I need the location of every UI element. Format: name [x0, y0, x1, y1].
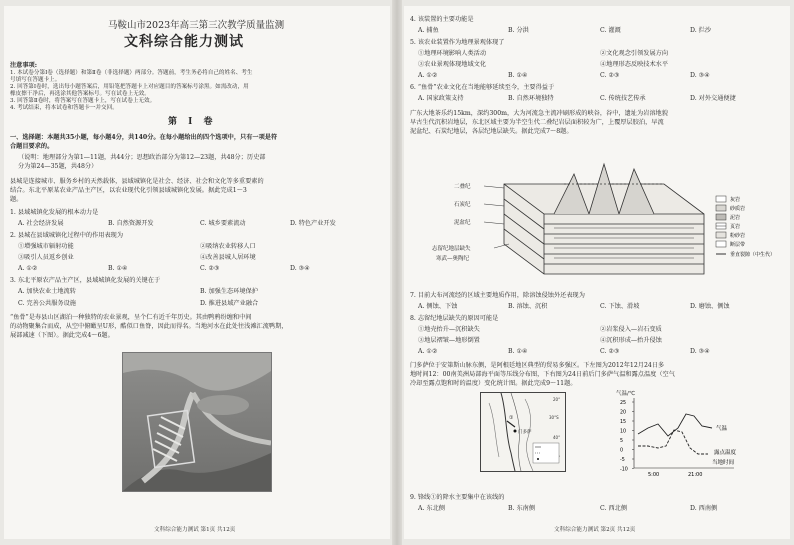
map-city-label: 门多萨 [518, 430, 532, 435]
option-b: B. 东南侧 [508, 505, 536, 512]
option-d: D. 对外交通便捷 [690, 95, 736, 102]
statement-2: ②文化观念引领发展方向 [600, 50, 669, 57]
option-a: A. ①② [418, 72, 438, 79]
note-line: 橡皮擦干净后，再选涂其他答案标号。写在试卷上无效。 [10, 91, 150, 97]
part-note: （说明：地理部分为第1—11题，共44分；思想政治部分为第12—23题，共48分；历史部 [18, 154, 266, 161]
map-tick: 30°S [549, 415, 559, 420]
statement-1: ①增强城市辐射功能 [18, 243, 74, 250]
option-a: A. ①② [418, 348, 438, 355]
y-tick: 0 [620, 448, 624, 454]
statement-4: ④改善县城人居环境 [200, 254, 256, 261]
question-stem: 3. 东北平原农产品主产区，县域城镇化发展的关键在于 [10, 277, 161, 284]
question-stem: 7. 目前大布河流经的区域主要地质作用，除溶蚀侵蚀外还表现为 [410, 292, 585, 299]
option-a: A. 加快农业土地流转 [18, 288, 76, 295]
option-a: A. 社会经济发展 [18, 220, 64, 227]
page-footer: 文科综合能力测试 第1页 共12页 [154, 527, 236, 533]
passage-line: 结合。东北平原某农业产品主产区，以农业现代化引领县域城镇化发展。据此完成1～3 [10, 187, 247, 194]
option-c: C. 灌溉 [600, 27, 621, 34]
option-b: B. 自然环境独特 [508, 95, 554, 102]
passage-line: 广东大地茶乐约15km，深约300m，大为河流急主流冲刷形成的峡谷，谷中，遗址为岩溶地貌 [410, 110, 668, 117]
legend-2: 砂质岩 [730, 206, 746, 212]
y-tick: 20 [620, 410, 627, 416]
option-c: C. 传统技艺传承 [600, 95, 646, 102]
option-d: D. 西南侧 [690, 505, 718, 512]
option-a: A. ①② [18, 265, 38, 272]
statement-3: ③地层褶皱—地形倒置 [418, 337, 480, 344]
legend-1: 灰岩 [730, 197, 741, 203]
y-tick: -10 [620, 467, 628, 473]
passage-line: 题。 [10, 196, 23, 203]
y-tick: 5 [620, 439, 624, 444]
question-stem: 4. 该装置的主要功能是 [410, 16, 474, 23]
legend-4: 页岩 [730, 224, 741, 230]
note-line: 3. 回答第Ⅱ卷时，将答案写在答题卡上，写在试卷上无效。 [10, 98, 156, 104]
passage-line: 泥盆纪、石炭纪地层，各层纪地层缺失。据此完成7～8题。 [410, 128, 573, 135]
fishbone-aerial-photo [122, 352, 272, 492]
passage-line: 县城是连接城市、服务乡村的天然载体，县域城镇化是社会、经济、社会和文化等多重要素的 [10, 178, 264, 185]
section-title: 第 Ⅰ 卷 [168, 117, 217, 127]
option-d: D. 拦沙 [690, 27, 712, 34]
exam-title: 文科综合能力测试 [124, 34, 244, 50]
legend-3: 泥岩 [730, 215, 741, 221]
label-carboniferous: 石炭纪 [454, 202, 471, 208]
statement-1: ①地理环境影响人类活动 [418, 50, 487, 57]
svg-text:①: ① [509, 415, 514, 421]
option-b: B. ①④ [508, 72, 528, 79]
note-line: 号填写在答题卡上。 [10, 77, 61, 83]
question-stem: 5. 该农业装置作为地理景观体现了 [410, 39, 505, 46]
statement-2: ②岩浆侵入—岩石变质 [600, 326, 662, 333]
part-heading: 合题目要求的。 [10, 143, 54, 150]
page-fold [392, 0, 402, 545]
option-c: C. 完善公共服务设施 [18, 300, 76, 307]
option-b: B. 分洪 [508, 27, 529, 34]
note-line: 2. 回答第Ⅰ卷时，选出每小题答案后，用铅笔把答题卡上对应题目的答案标号涂黑。如需改动，用 [10, 84, 249, 90]
option-a: A. 捕鱼 [418, 27, 439, 34]
legend-6: 断层带 [730, 242, 746, 248]
option-a: A. 国家政策支持 [418, 95, 464, 102]
geology-block-diagram [414, 144, 784, 284]
y-tick: 10 [620, 429, 627, 435]
dew-series-label: 露点温度 [714, 450, 737, 456]
option-b: B. ①④ [508, 348, 528, 355]
page-footer: 文科综合能力测试 第2页 共12页 [554, 527, 636, 533]
y-tick: -5 [620, 458, 625, 463]
option-c: C. ②③ [600, 72, 620, 79]
statement-4: ④沉积形成—抬升侵蚀 [600, 337, 662, 344]
passage-line: 的动物聚集合而成，从空中俯瞰呈U形，酷似口鱼脊，因此而得名。当地河水在此处往浅滩汇流鸭期， [10, 323, 288, 330]
passage-line: 早古生代沉积岩地层，东北区域主要为半空生代二叠纪岩层面积较为广，上覆厚层胶泊，早流 [410, 119, 664, 126]
option-b: B. 加强生态环境保护 [200, 288, 258, 295]
statement-3: ③吸引人员返乡创业 [18, 254, 74, 261]
chart-ylabel: 气温/℃ [616, 391, 636, 397]
label-devonian: 泥盆纪 [454, 220, 471, 226]
isobar-map [480, 392, 566, 472]
label-silurian: 志留纪地层缺失 [432, 246, 471, 252]
legend-5: 粉砂岩 [730, 233, 746, 239]
question-stem: 6. “鱼骨”农业文化在当地能够延续至今，主要得益于 [410, 84, 555, 91]
question-stem: 1. 县域城镇化发展的根本动力是 [10, 209, 99, 216]
option-b: B. 溶蚀、沉积 [508, 303, 548, 310]
question-stem: 9. 锋线①的降水主要集中在该线的 [410, 494, 505, 501]
statement-1: ①地壳抬升—沉积缺失 [418, 326, 480, 333]
map-tick: 40° [553, 435, 561, 440]
option-a: A. 侧蚀、下蚀 [418, 303, 458, 310]
dew-point-line [638, 430, 708, 454]
statement-2: ②吸纳农业转移人口 [200, 243, 256, 250]
option-c: C. 西北侧 [600, 505, 628, 512]
y-tick: 25 [620, 401, 627, 406]
question-stem: 8. 志留纪地层缺失的原因可能是 [410, 315, 499, 322]
part-note: 分为第24—35题，共48分） [18, 163, 98, 170]
option-c: C. ②③ [200, 265, 220, 272]
passage-line: 冷却至露点饱和时的温度）变化统计图。据此完成9～11题。 [410, 380, 577, 387]
option-d: D. 特色产业开发 [290, 220, 336, 227]
option-a: A. 东北侧 [418, 505, 445, 512]
page-right [404, 6, 790, 539]
page-left [4, 6, 390, 539]
passage-line: 门多萨位于安第斯山脉东侧，是阿根廷地区典型的贸易多强区。下左图为2012年12月24日多 [410, 362, 665, 369]
temperature-chart [604, 388, 754, 480]
time-axis-label: 当地时间 [712, 460, 735, 466]
option-b: B. 自然资源开发 [108, 220, 154, 227]
option-d: D. 磨蚀、侧蚀 [690, 303, 730, 310]
x-tick: 5:00 [648, 472, 660, 478]
school-title: 马鞍山市2023年高三第三次教学质量监测 [108, 20, 285, 31]
question-stem: 2. 县城在县域城镇化过程中的作用表现为 [10, 232, 124, 239]
option-d: D. ③④ [290, 265, 310, 272]
option-b: B. ①④ [108, 265, 128, 272]
option-c: C. 下蚀、滑坡 [600, 303, 640, 310]
legend-7: 垂直裂隙（中生代） [730, 252, 776, 258]
map-tick: 20° [553, 397, 561, 402]
temperature-line [638, 414, 712, 436]
option-c: C. ②③ [600, 348, 620, 355]
statement-4: ④地理形态反映技术水平 [600, 61, 669, 68]
temp-series-label: 气温 [716, 426, 728, 432]
statement-3: ③农业景观体现地域文化 [418, 61, 487, 68]
passage-line: “鱼骨”是寿县山区湖泊一种独特的农业景观，呈个仁有近千年历史。其由鸭鸦纷缠和中间 [10, 314, 252, 321]
passage-line: 展部减速（下图）。据此完成4～6题。 [10, 332, 114, 339]
option-d: D. ③④ [690, 348, 710, 355]
option-d: D. ③④ [690, 72, 710, 79]
notes-heading: 注意事项: [10, 62, 38, 69]
y-tick: 15 [620, 420, 627, 425]
note-line: 1. 本试卷分第Ⅰ卷（选择题）和第Ⅱ卷（非选择题）两部分。答题前，考生务必将自己的姓名、考生 [10, 70, 253, 76]
x-tick: 21:00 [688, 472, 703, 478]
label-ordovician: 寒武—奥陶纪 [436, 256, 470, 262]
part-heading: 一、选择题：本题共35小题，每小题4分，共140分。在每小题给出的四个选项中，只有一项是符 [10, 134, 278, 141]
label-permian: 二叠纪 [454, 184, 471, 190]
passage-line: 地时间12：00南美洲局部海平面等压线分布图，下右图为24日前后门多萨气温和露点温度（空气 [410, 371, 675, 378]
option-c: C. 城乡要素流动 [200, 220, 246, 227]
option-d: D. 推进县域产业融合 [200, 300, 259, 307]
note-line: 4. 考试结束，将本试卷和答题卡一并交回。 [10, 105, 118, 111]
